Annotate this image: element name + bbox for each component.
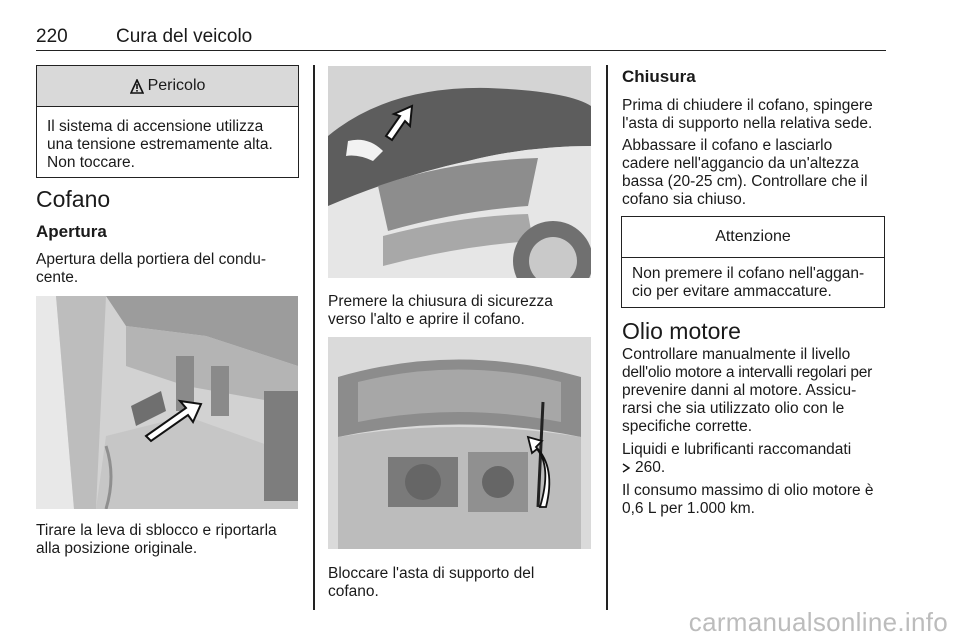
watermark: carmanualsonline.info xyxy=(688,607,948,637)
subsection-title: Apertura xyxy=(36,222,107,241)
caption-line: Bloccare l'asta di supporto del xyxy=(328,565,535,582)
oil-reference-text: 260. xyxy=(635,459,666,476)
oil-line: Il consumo massimo di olio motore è xyxy=(622,482,874,499)
oil-section-title: Olio motore xyxy=(622,318,741,344)
danger-warning-box xyxy=(36,65,299,178)
hood-release-illustration xyxy=(328,66,591,278)
oil-line: prevenire danni al motore. Assicu- xyxy=(622,382,857,399)
danger-text-line: Il sistema di accensione utilizza xyxy=(47,118,264,135)
attention-box-header xyxy=(622,217,884,258)
closing-paragraph-1 xyxy=(622,97,902,133)
oil-line: Liquidi e lubrificanti raccomandati xyxy=(622,441,852,458)
attention-text-line: Non premere il cofano nell'aggan- xyxy=(632,265,865,282)
caption-line: verso l'alto e aprire il cofano. xyxy=(328,311,525,328)
oil-paragraph-1 xyxy=(622,346,912,436)
page-header xyxy=(36,24,886,51)
intro-line: Apertura della portiera del condu- xyxy=(36,251,267,268)
oil-reference-line xyxy=(622,459,902,477)
support-rod-caption xyxy=(328,565,603,601)
lever-caption xyxy=(36,522,312,558)
danger-box-title: Pericolo xyxy=(147,77,206,94)
caption-line: Premere la chiusura di sicurezza xyxy=(328,293,553,310)
column-divider-right xyxy=(606,65,608,610)
closing-line: Abbassare il cofano e lasciarlo xyxy=(622,137,833,154)
oil-paragraph-2 xyxy=(622,441,902,477)
oil-line: specifiche corrette. xyxy=(622,418,753,435)
oil-line: dell'olio motore a intervalli regolari per xyxy=(622,364,873,381)
attention-box xyxy=(621,216,885,308)
oil-paragraph-3 xyxy=(622,482,902,518)
oil-line: Controllare manualmente il livello xyxy=(622,346,851,363)
opening-intro xyxy=(36,251,306,287)
warning-triangle-icon xyxy=(130,79,144,94)
closing-line: cofano sia chiuso. xyxy=(622,191,747,208)
oil-line: rarsi che sia utilizzato olio con le xyxy=(622,400,845,417)
caption-line: cofano. xyxy=(328,583,379,600)
danger-box-header xyxy=(37,66,298,107)
caption-line: Tirare la leva di sblocco e riportarla xyxy=(36,522,277,539)
oil-line: 0,6 L per 1.000 km. xyxy=(622,500,755,517)
closing-line: l'asta di supporto nella relativa sede. xyxy=(622,115,873,132)
page-reference-arrow-icon xyxy=(622,463,631,473)
danger-text-line: una tensione estremamente alta. xyxy=(47,136,273,153)
closing-line: Prima di chiudere il cofano, spingere xyxy=(622,97,873,114)
closing-line: bassa (20-25 cm). Controllare che il xyxy=(622,173,868,190)
attention-box-title: Attenzione xyxy=(715,228,791,245)
closing-paragraph-2 xyxy=(622,137,902,209)
release-lever-illustration xyxy=(36,296,298,509)
chapter-title: Cura del veicolo xyxy=(116,26,253,47)
page-number: 220 xyxy=(36,26,68,47)
caption-line: alla posizione originale. xyxy=(36,540,198,557)
intro-line: cente. xyxy=(36,269,79,286)
section-title: Cofano xyxy=(36,186,111,212)
danger-text-line: Non toccare. xyxy=(47,154,135,171)
closing-line: cadere nell'aggancio da un'altezza xyxy=(622,155,859,172)
hood-caption xyxy=(328,293,603,329)
closing-title: Chiusura xyxy=(622,67,696,86)
support-rod-illustration xyxy=(328,337,591,549)
attention-text-line: cio per evitare ammaccature. xyxy=(632,283,832,300)
column-divider-left xyxy=(313,65,315,610)
